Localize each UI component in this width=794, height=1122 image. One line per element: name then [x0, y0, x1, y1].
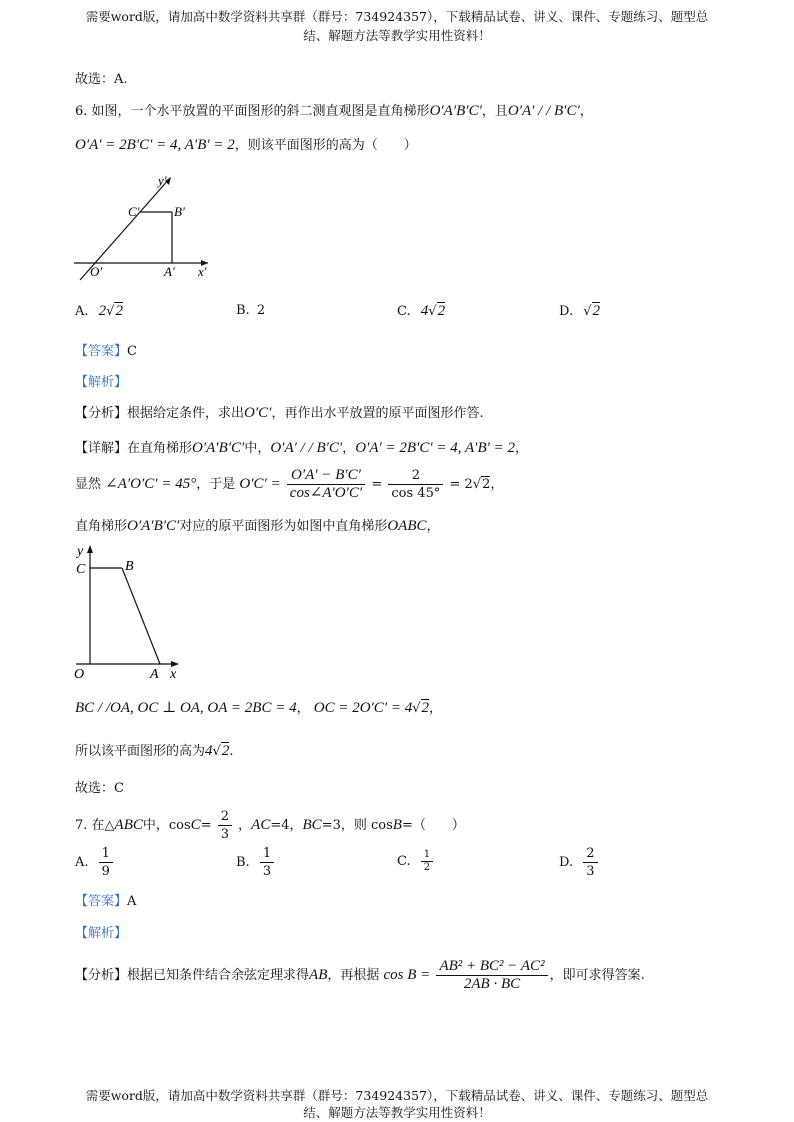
oblique-view-figure — [70, 170, 220, 282]
q6-trapezoid: O′A′B′C′ — [429, 103, 482, 119]
q6-conditions: O′A′ = 2B′C′ = 4, A′B′ = 2 — [75, 137, 235, 153]
y-arrow — [87, 545, 93, 553]
q6-relations: BC / /OA, OC ⊥ OA, OA = 2BC = 4， OC = 2O′C′ = 4√2， — [75, 700, 443, 716]
q6-comma: ， — [579, 104, 593, 119]
fraction-oa-minus-bc: $\frac{O'A' - B'C'}{\cos\angle A'O'C'}$ — [287, 467, 365, 502]
q6-stem-line2 — [75, 134, 417, 154]
label-x-prime: x′ — [198, 264, 207, 279]
label-b-prime: B′ — [174, 204, 185, 219]
label-c: C — [76, 562, 86, 577]
segment-b-a — [122, 568, 160, 664]
q7-option-c: C. $\frac{1}{2}$ — [397, 849, 435, 874]
q6-answer: 【答案】C — [75, 344, 137, 359]
label-a: A — [150, 667, 159, 682]
q6-option-a: A. 2√2 — [75, 303, 123, 319]
label-c-prime: C′ — [128, 204, 140, 219]
footer-line-1: 需要word版，请加高中数学资料共享群（群号：734924357），下载精品试卷、讲义、课件、专题练习、题型总 — [85, 1088, 709, 1103]
q7-fenxi: 【分析】根据已知条件结合余弦定理求得AB，再根据 cos B = $\frac{\text{AB² + BC² − AC²}}{2AB \cdot BC}$ ，即可求得答案. — [75, 958, 645, 992]
q6-xiangjie: 【详解】在直角梯形O′A′B′C′中，O′A′ / / B′C′，O′A′ = 2B′C′ = 4, A′B′ = 2， — [75, 440, 529, 456]
label-b: B — [125, 559, 134, 574]
q7-stem: 7. 在△ABC中，cosC= $\frac{2}{3}$ ，AC=4，BC=3，则 cosB=（ ） — [75, 809, 465, 842]
q7-option-a: A. $\frac{1}{9}$ — [75, 845, 115, 880]
q6-final: 故选：C — [75, 781, 124, 796]
footer-line-2: 结、解题方法等教学实用性资料！ — [303, 1105, 491, 1120]
q6-question: ，则该平面图形的高为（ ） — [234, 138, 417, 153]
label-y-prime: y′ — [158, 173, 167, 188]
q6-parallel: O′A′ / / B′C′ — [507, 103, 580, 119]
q6-angle-derivation: 显然 ∠A′O′C′ = 45°，于是 O′C′ = $\frac{O'A' - B'C'}{\cos\angle A'O'C'}$ = $\frac{2}{\cos 45^\circ}$ = 2√2， — [75, 467, 504, 501]
q6-original-figure-text: 直角梯形O′A′B′C′对应的原平面图形为如图中直角梯形OABC， — [75, 518, 440, 534]
q6-analysis-tag: 【解析】 — [75, 375, 128, 390]
q7-option-b: B. $\frac{1}{3}$ — [236, 845, 276, 880]
q7-answer: 【答案】A — [75, 894, 137, 909]
q6-fenxi: 【分析】根据给定条件，求出O′C′，再作出水平放置的原平面图形作答. — [75, 405, 484, 421]
q6-stem-text: 如图，一个水平放置的平面图形的斜二测直观图是直角梯形 — [91, 104, 430, 119]
q7-option-d: D. $\frac{2}{3}$ — [559, 845, 600, 880]
q7-cos-fraction: $\frac{2}{3}$ — [218, 808, 232, 843]
q6-option-d: D. √2 — [559, 303, 601, 319]
label-o: O — [74, 667, 85, 682]
q6-and: ，且 — [481, 104, 508, 119]
q6-height: 所以该平面图形的高为4√2. — [75, 743, 234, 759]
original-figure — [68, 540, 188, 682]
q7-analysis-tag: 【解析】 — [75, 926, 128, 941]
q6-stem-line1 — [75, 100, 593, 120]
label-x: x — [170, 667, 177, 682]
header-line-1: 需要word版，请加高中数学资料共享群（群号：734924357），下载精品试卷、讲义、课件、专题练习、题型总 — [85, 9, 709, 24]
q6-option-b: B. 2 — [236, 303, 266, 318]
prev-answer: 故选：A. — [75, 72, 128, 87]
label-a-prime: A′ — [164, 264, 175, 279]
fraction-2-over-cos45: $\frac{2}{\cos 45^\circ}$ — [388, 467, 443, 502]
cosine-law-fraction: $\frac{\text{AB² + BC² − AC²}}{2AB \cdot BC}$ — [436, 958, 547, 993]
q6-number: 6. — [75, 104, 88, 119]
header-line-2: 结、解题方法等教学实用性资料！ — [303, 28, 491, 43]
q6-option-c: C. 4√2 — [397, 303, 446, 319]
label-y: y — [77, 544, 84, 559]
label-o-prime: O′ — [90, 264, 103, 279]
